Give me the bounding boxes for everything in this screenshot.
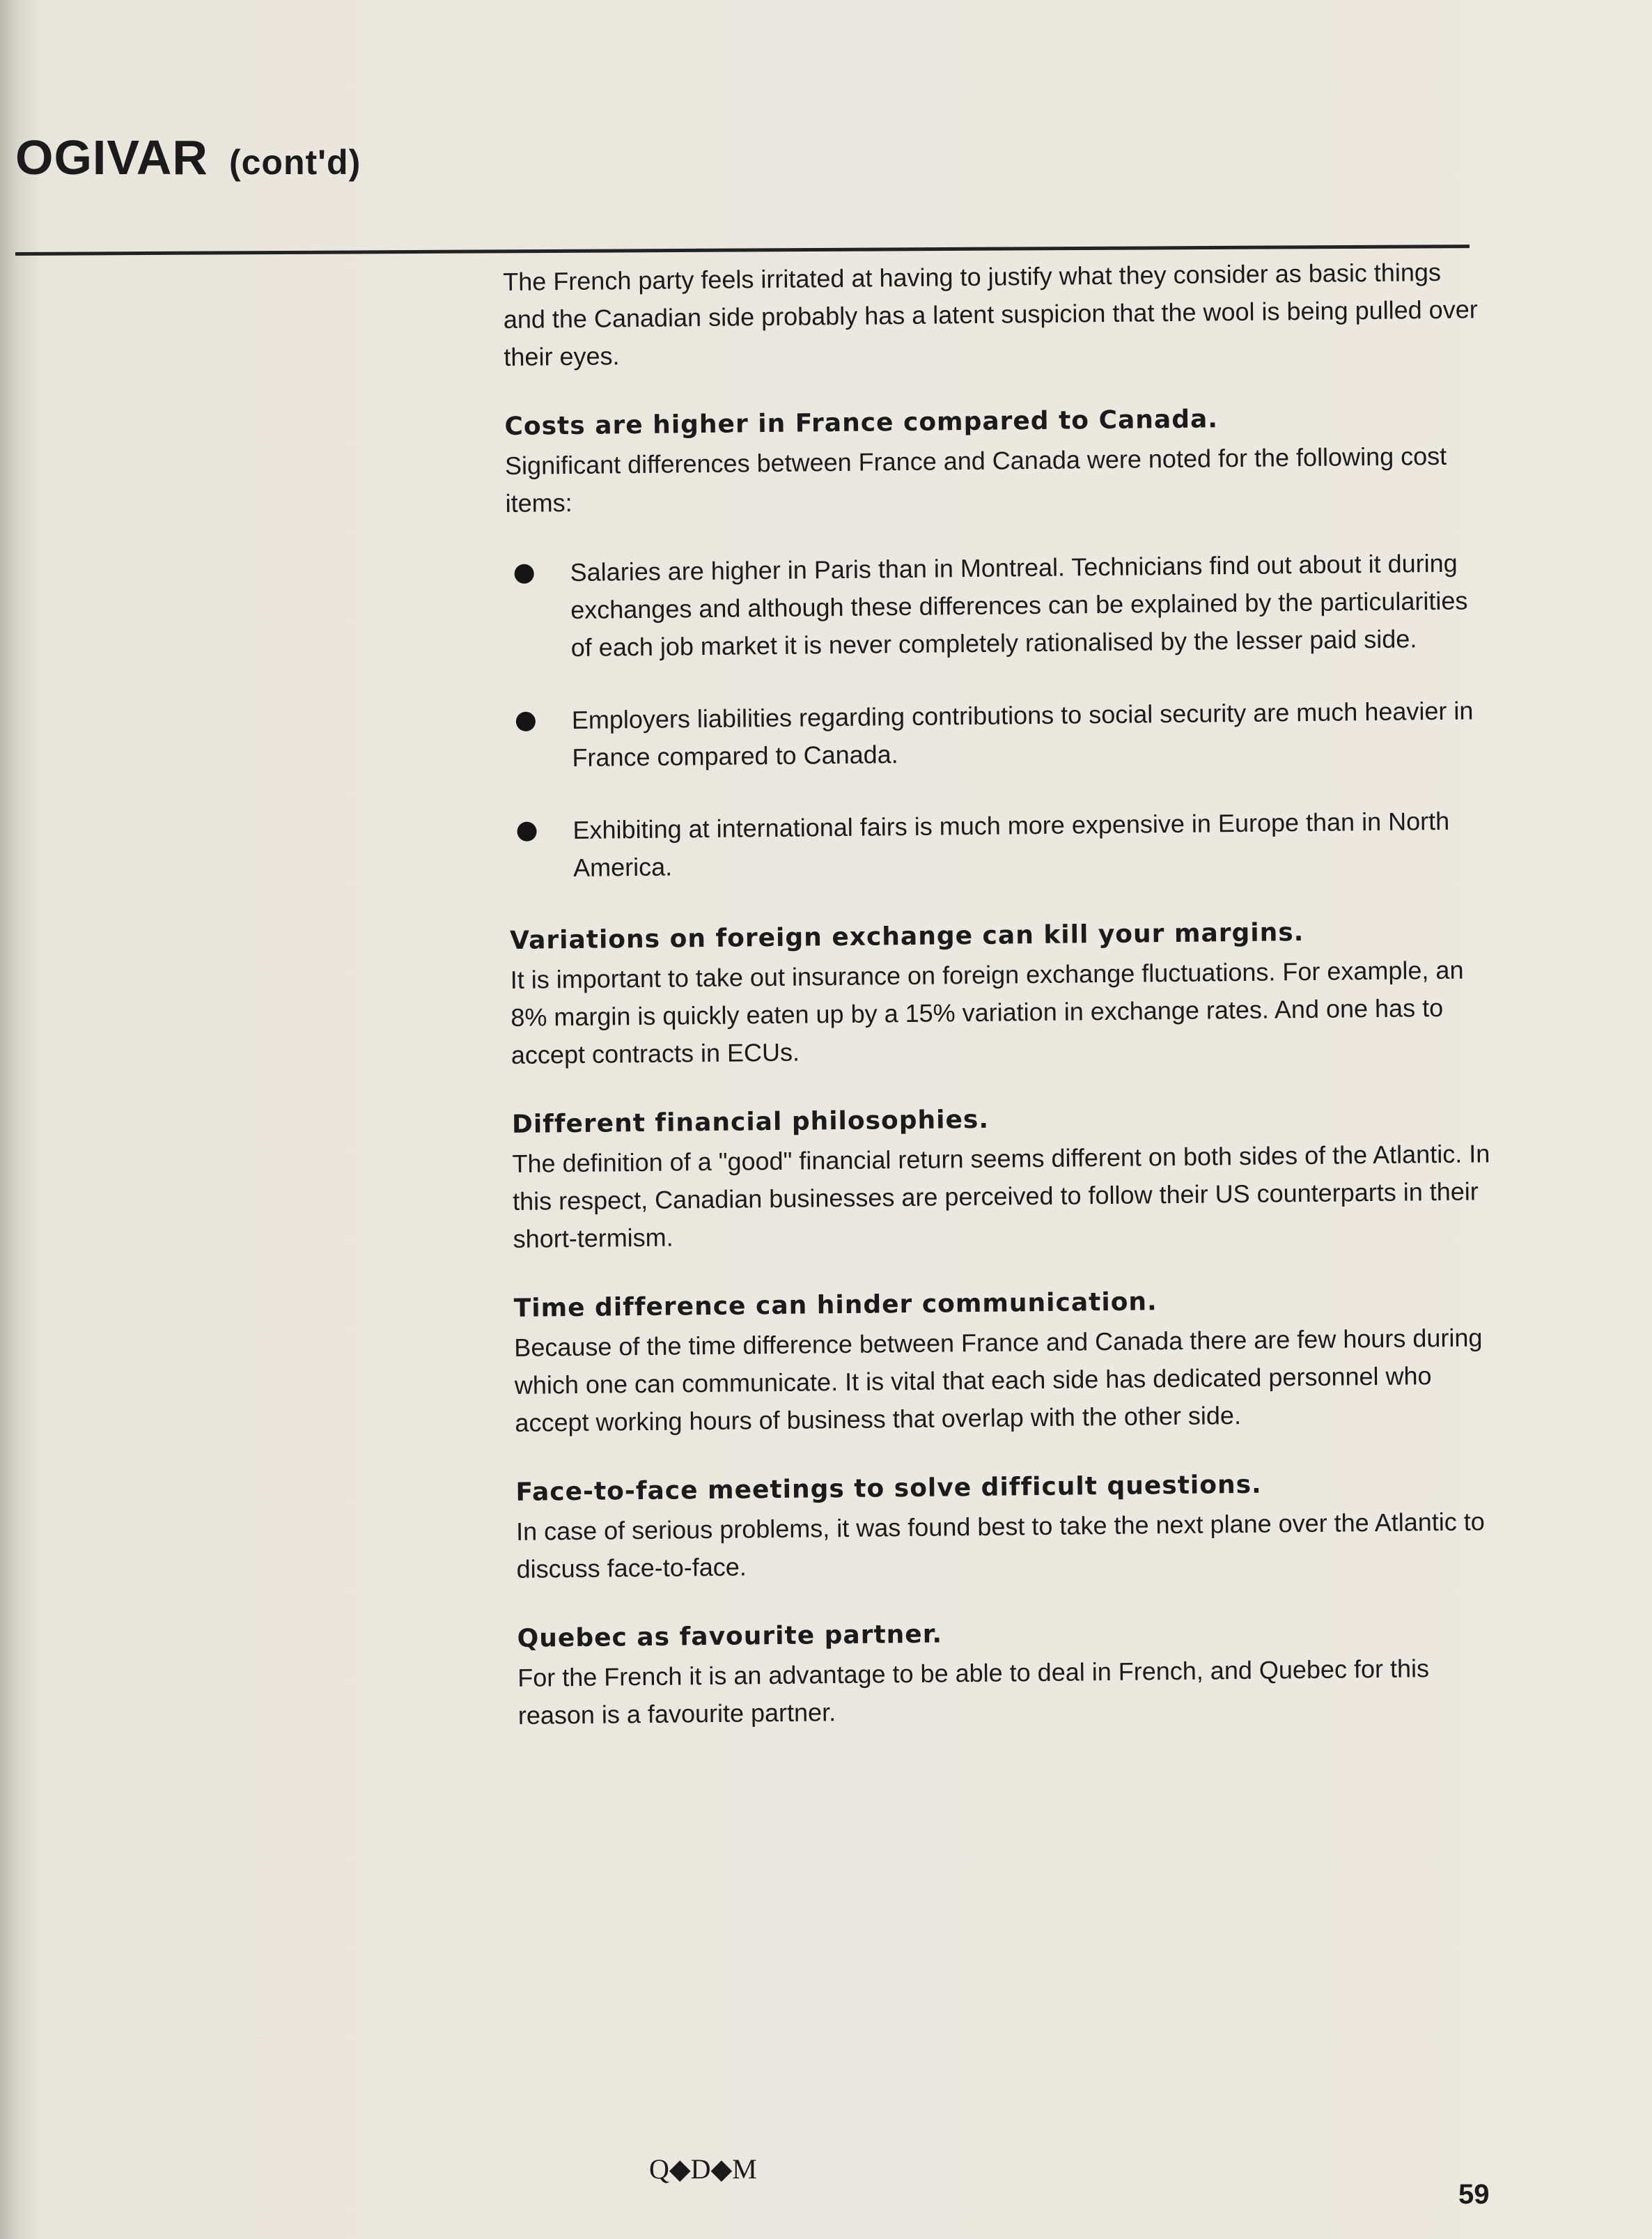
cost-items-list (506, 544, 1491, 888)
section-heading: Face-to-face meetings to solve difficult questions. (515, 1470, 1262, 1507)
list-item (508, 692, 1490, 777)
section-heading: Quebec as favourite partner. (517, 1620, 943, 1653)
section-text: Because of the time difference between France and Canada there are few hours during which one can communicate. It is vital that each side has dedicated personnel who accept working hours of business that overlap with the other side. (514, 1323, 1483, 1437)
list-item-text: Employers liabilities regarding contributions to social security are much heavier in France compared to Canada. (571, 696, 1474, 772)
section-text: For the French it is an advantage to be able to deal in French, and Quebec for this reason is a favourite partner. (517, 1654, 1430, 1730)
bullet-icon (516, 712, 536, 731)
title-text: OGIVAR (15, 130, 208, 185)
list-item (508, 802, 1491, 888)
page-title (15, 130, 361, 185)
section-text: The definition of a "good" financial return seems different on both sides of the Atlantic. In this respect, Canadian businesses are perceived to follow their US counterparts in their short-termism. (512, 1139, 1490, 1253)
section-heading: Variations on foreign exchange can kill your margins. (509, 918, 1304, 955)
section-quebec (517, 1610, 1500, 1735)
bullet-icon (515, 564, 534, 584)
title-subtitle: (cont'd) (228, 143, 361, 182)
section-meetings (515, 1464, 1499, 1588)
section-exchange (510, 912, 1493, 1074)
section-text: It is important to take out insurance on foreign exchange fluctuations. For example, an 8% margin is quickly eaten up by a 15% variation in exchange rates. And one has to accept contracts in ECUs. (510, 955, 1464, 1069)
bullet-icon (517, 822, 536, 842)
body-text (503, 253, 1501, 1767)
page-number: 59 (1458, 2179, 1490, 2210)
publisher-mark: Q◆D◆M (649, 2153, 757, 2185)
section-costs (504, 398, 1488, 522)
section-text: Significant differences between France and Canada were noted for the following cost items: (504, 441, 1447, 518)
section-philosophies (512, 1096, 1495, 1258)
list-item-text: Salaries are higher in Paris than in Montreal. Technicians find out about it during exchanges and although these differences can be explained by the particularities of each job market it is never completely rationalised by the lesser paid side. (570, 548, 1468, 663)
list-item (506, 544, 1489, 667)
list-item-text: Exhibiting at international fairs is much more expensive in Europe than in North America. (572, 806, 1450, 882)
section-text: In case of serious problems, it was found best to take the next plane over the Atlantic to discuss face-to-face. (515, 1507, 1486, 1583)
section-heading: Costs are higher in France compared to Canada. (504, 405, 1219, 441)
intro-paragraph: The French party feels irritated at having to justify what they consider as basic things and the Canadian side probably has a latent suspicion that the wool is being pulled over their eyes. (503, 257, 1478, 371)
section-heading: Time difference can hinder communication. (513, 1287, 1158, 1323)
section-time-difference (513, 1280, 1497, 1442)
header-divider (15, 245, 1470, 256)
section-heading: Different financial philosophies. (511, 1105, 990, 1139)
